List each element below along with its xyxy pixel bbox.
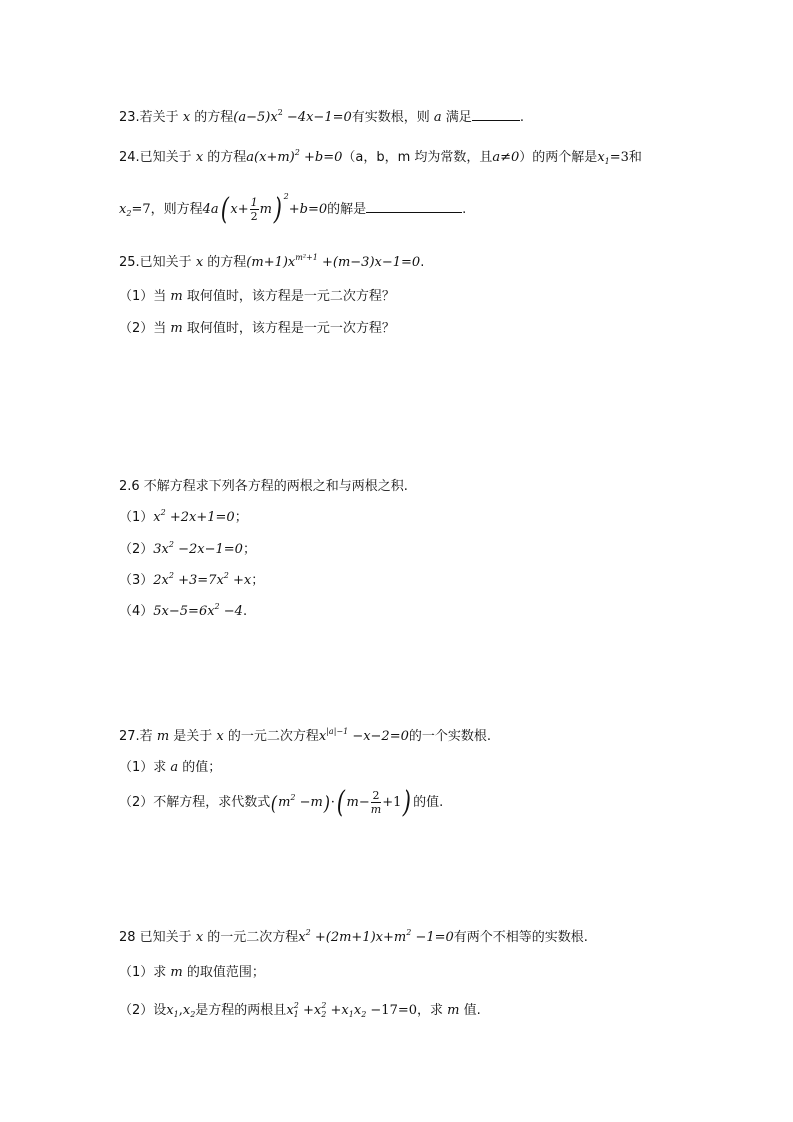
q23-answer-blank[interactable] <box>472 108 520 121</box>
q23-prefix: 23.若关于 <box>119 110 183 125</box>
q24-equation-2: 4a( x+ $\frac{1}{2}$ m) $^2$+b=0 <box>202 191 328 227</box>
q27-equation: $x^{|a|-1} -x-2=0$ <box>318 727 409 744</box>
question-28: 28 已知关于 x 的一元二次方程$x^2 +(2m+1)x+m^2 -1=0$有两个不相等的实数根. <box>119 928 588 945</box>
q27-part-2: （2）不解方程，求代数式$(m^2 -m)\cdot$( m− $\frac{2}{m}$ +1) 的值. <box>119 784 444 820</box>
q25-part-1: （1）当 m 取何值时，该方程是一元二次方程？ <box>119 289 395 304</box>
q26-item-3: $(3)2x^2 +3=7x^2 +x$； <box>119 571 265 588</box>
q24-var-x: x <box>195 150 204 165</box>
q24-answer-blank[interactable] <box>366 200 462 213</box>
q23-equation: $(a-5)x^2 -4x-1=0$ <box>233 108 352 125</box>
question-24-line2: $x_2=7$，则方程4a( x+ $\frac{1}{2}$ m) $^2$+b=0的解是 . <box>119 191 467 227</box>
q28-condition: $x_1^2 +x_2^2 +x_1x_2 -17=0$ <box>286 1001 418 1019</box>
question-24: 24.已知关于 x 的方程$a(x+m)^2 +b=0(a$，b，m 均为常数，且a≠0）的两个解是$x_1=3$和 <box>119 148 642 166</box>
q28-part-2: （2）设$x_1,x_2$是方程的两根且$x_1^2 +x_2^2 +x_1x_2 -17=0$，求 m 值. <box>119 1001 481 1019</box>
q25-equation: $(m+1)x^{m^2+1} +(m-3)x-1=0$ <box>246 253 421 270</box>
question-27: 27.若 m 是关于 x 的一元二次方程$x^{|a|-1} -x-2=0$的一个实数根. <box>119 727 492 744</box>
q25-part-2: （2）当 m 取何值时，该方程是一元一次方程？ <box>119 321 395 336</box>
q26-item-4: $(4)5x-5=6x^2 -4$. <box>119 602 248 619</box>
q24-mid: 的方程 <box>203 150 247 165</box>
q24-x1: $x_1=3$ <box>597 150 629 166</box>
q26-item-2: $(2)3x^2 -2x-1=0$； <box>119 540 256 557</box>
q25-prefix: 25.已知关于 <box>119 255 196 270</box>
question-26-title: 2.6 不解方程求下列各方程的两根之和与两根之积. <box>119 479 408 494</box>
q23-post: 有实数根，则 <box>351 110 434 125</box>
q26-item-1: $(1)x^2 +2x+1=0$； <box>119 508 248 525</box>
q25-var-x: x <box>195 255 204 270</box>
q23-var-x: x <box>182 110 191 125</box>
q28-part-1: （1）求 m 的取值范围； <box>119 965 265 980</box>
q23-post2: 满足 <box>441 110 472 125</box>
q24-condition: （a，b，m 均为常数，且 <box>342 150 493 165</box>
q24-equation: $a(x+m)^2 +b=0$ <box>246 148 343 165</box>
q28-roots: $x_1,x_2$ <box>166 1003 196 1019</box>
q24-condition-math: a≠0 <box>492 150 520 165</box>
question-25: 25.已知关于 x 的方程$(m+1)x^{m^2+1} +(m-3)x-1=0$. <box>119 253 425 270</box>
q28-equation: $x^2 +(2m+1)x+m^2 -1=0$ <box>298 928 454 945</box>
q27-part-1: （1）求 a 的值； <box>119 760 222 775</box>
q23-mid: 的方程 <box>190 110 234 125</box>
q27-expression: $(m^2 -m)\cdot$( m− $\frac{2}{m}$ +1) <box>271 784 412 820</box>
question-23: 23.若关于 x 的方程$(a-5)x^2 -4x-1=0$有实数根，则 a 满足 . <box>119 108 524 125</box>
q23-var-a: a <box>433 110 442 125</box>
q24-prefix: 24.已知关于 <box>119 150 196 165</box>
q24-x2: $x_2=7$ <box>119 202 151 218</box>
